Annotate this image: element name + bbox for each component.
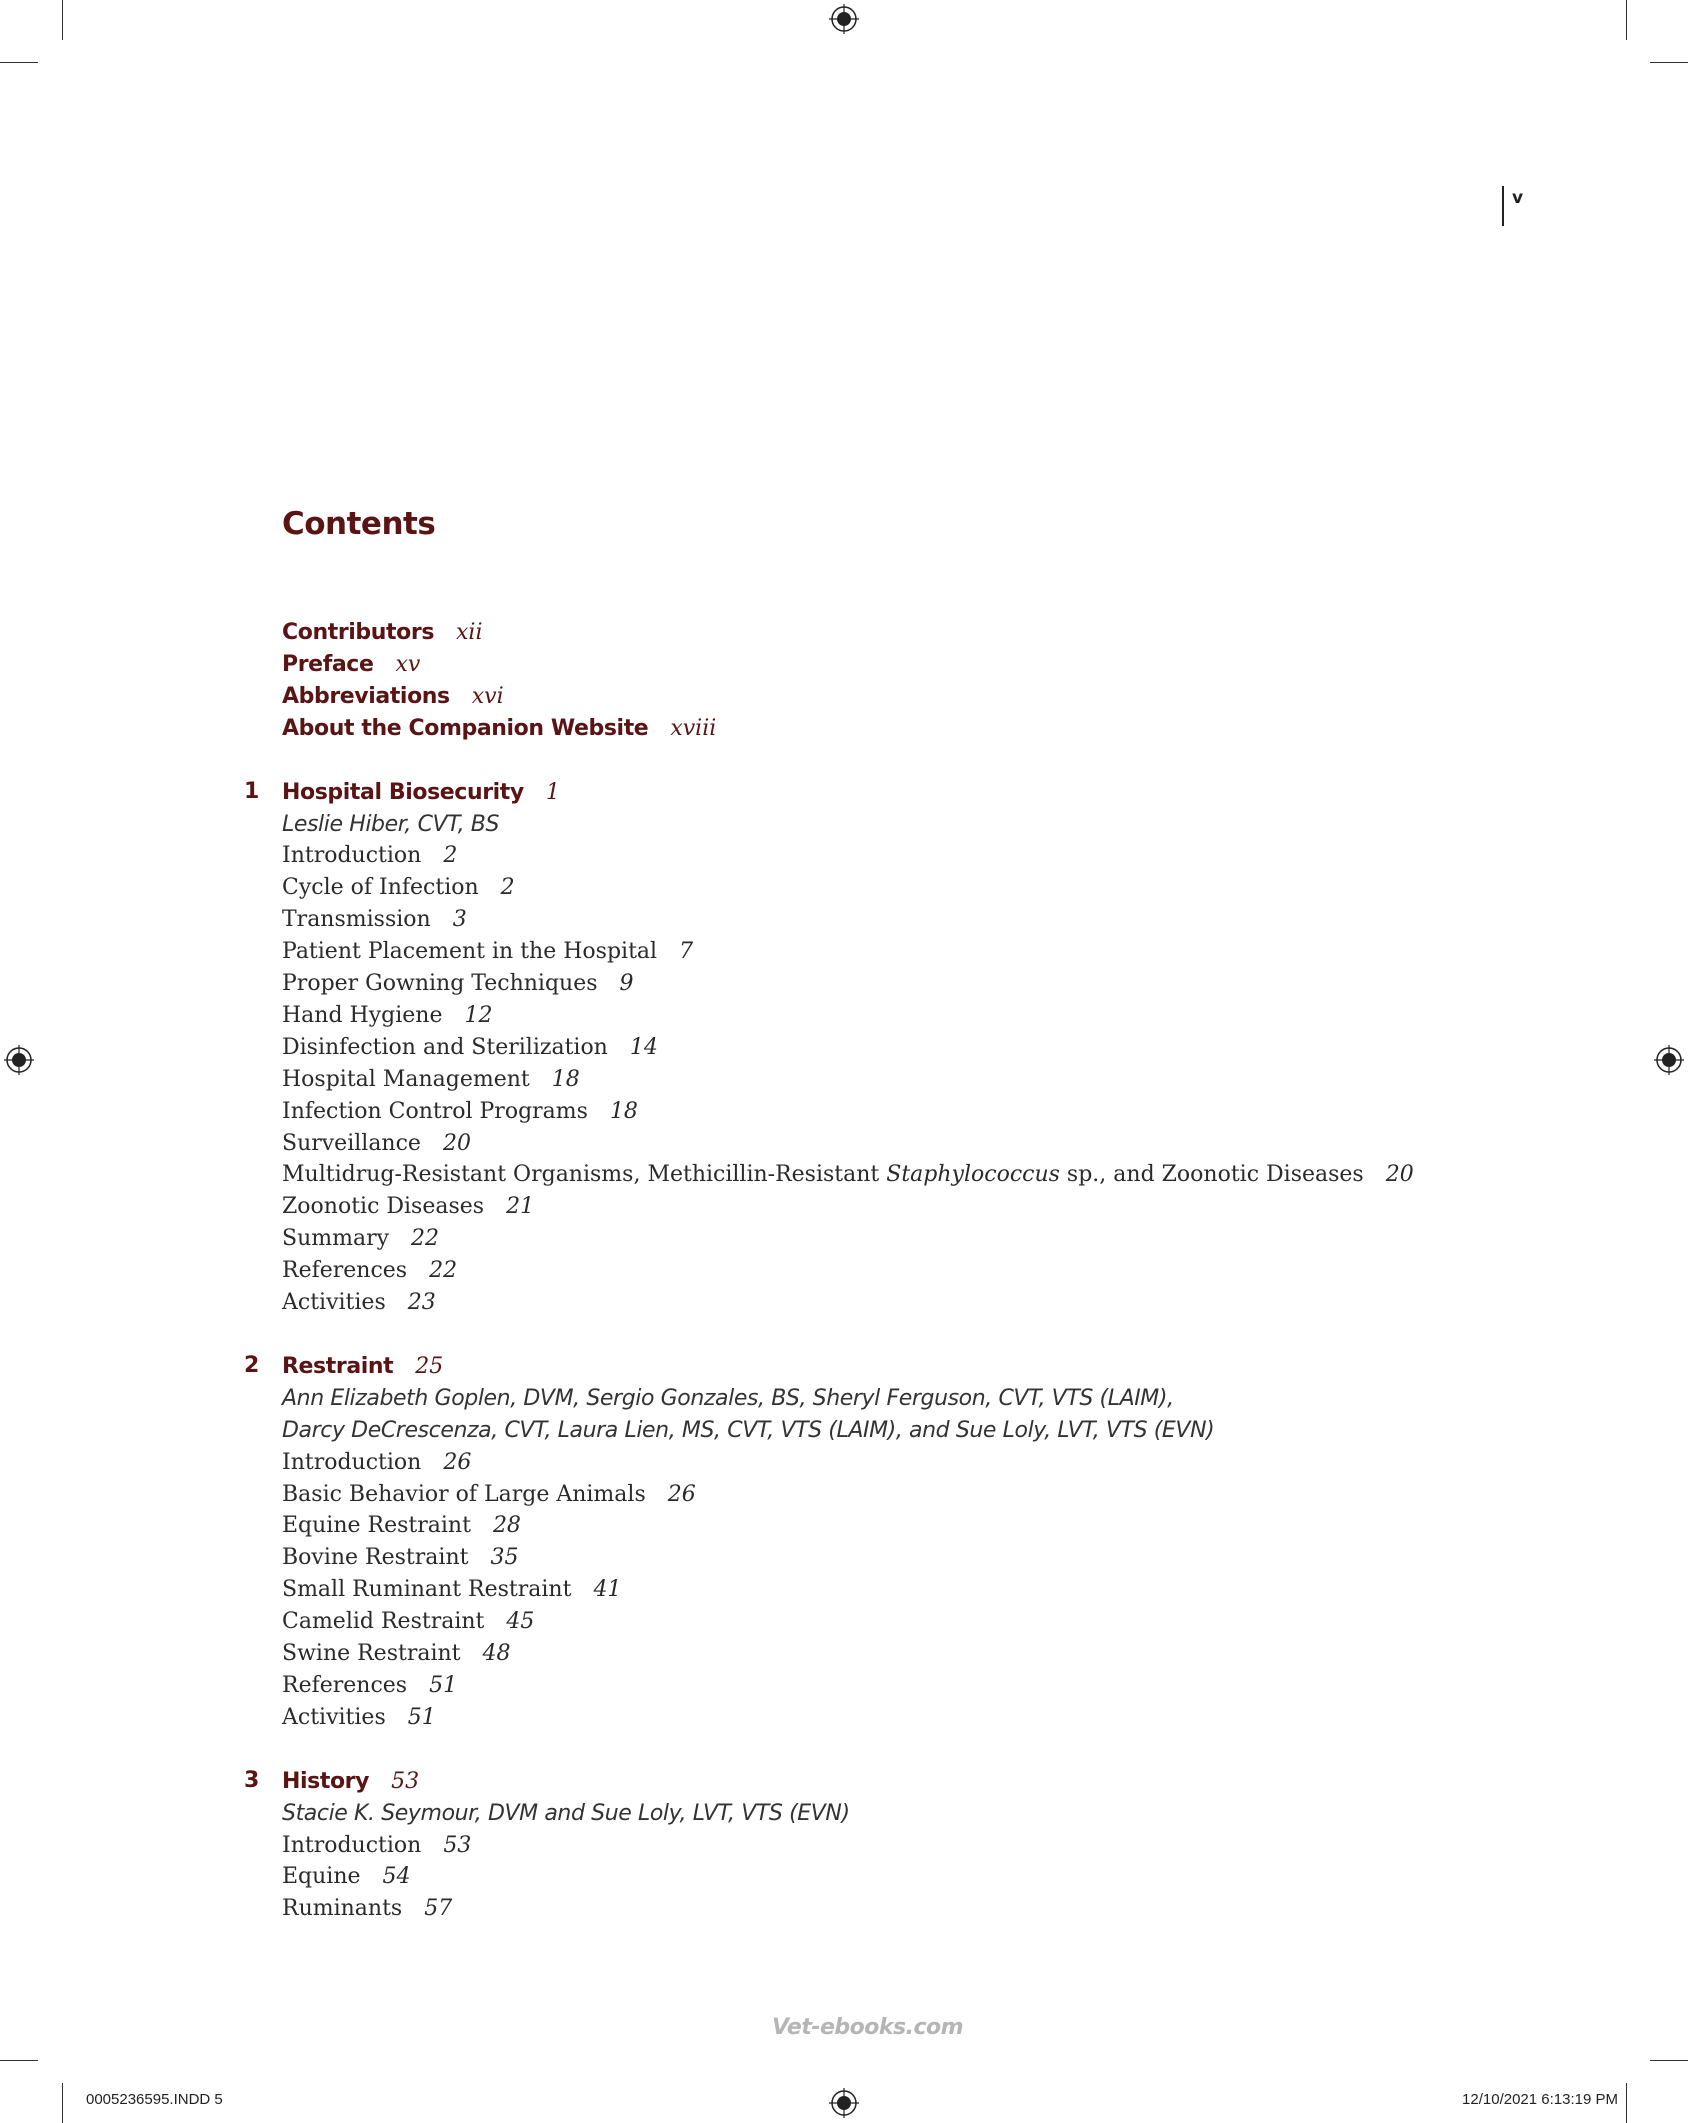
page-number: v (1512, 188, 1524, 208)
chapter-authors (282, 1382, 1174, 1415)
page-ref: 51 (407, 1704, 436, 1730)
crop-mark (1650, 62, 1688, 63)
toc-entry[interactable] (282, 1031, 658, 1064)
toc-entry-label: Disinfection and Sterilization (282, 1034, 608, 1060)
page-ref: 23 (407, 1290, 436, 1315)
front-matter-item[interactable] (282, 712, 716, 745)
toc-entry-label: Camelid Restraint (282, 1609, 485, 1635)
toc-entry[interactable] (282, 1190, 534, 1223)
toc-entry[interactable] (282, 1605, 534, 1638)
page-ref: 14 (629, 1034, 658, 1060)
toc-entry[interactable] (282, 1446, 471, 1479)
front-matter-label: Abbreviations (282, 683, 450, 709)
toc-entry-label: Summary (282, 1226, 390, 1252)
page-ref: 18 (609, 1098, 638, 1124)
toc-entry[interactable] (282, 1892, 452, 1925)
page-ref: 26 (443, 1449, 472, 1475)
page-ref: 7 (679, 939, 694, 965)
page-ref: xviii (670, 715, 717, 741)
toc-entry[interactable] (282, 903, 467, 936)
toc-entry-label: References (282, 1672, 408, 1698)
page-ref: xv (395, 651, 421, 677)
toc-entry-label: Hand Hygiene (282, 1002, 443, 1028)
page-ref: 48 (482, 1641, 511, 1666)
front-matter-label: Preface (282, 651, 374, 677)
chapter-title: Restraint (282, 1353, 394, 1379)
label-part: Multidrug-Resistant Organisms, Methicillin-Resistant (282, 1162, 887, 1188)
toc-entry-label: Transmission (282, 907, 431, 933)
crop-mark (0, 2060, 38, 2061)
author-text: Darcy DeCrescenza, CVT, Laura Lien, MS, CVT, VTS (LAIM), and Sue Loly, LVT, VTS (EVN) (282, 1417, 1215, 1443)
toc-entry-label: Introduction (282, 1832, 422, 1858)
toc-entry-label: Infection Control Programs (282, 1098, 588, 1124)
toc-entry[interactable] (282, 1637, 511, 1670)
toc-entry[interactable] (282, 1095, 638, 1128)
toc-entry-label: Introduction (282, 1449, 422, 1475)
page-ref: 2 (500, 875, 515, 901)
toc-entry[interactable] (282, 1254, 457, 1287)
toc-entry-label: Surveillance (282, 1130, 421, 1156)
toc-entry[interactable] (282, 1478, 696, 1511)
chapter-heading[interactable] (244, 776, 560, 809)
toc-entry-label (282, 1162, 1364, 1187)
page-ref: 41 (593, 1577, 622, 1603)
crop-mark (62, 2083, 63, 2123)
page-ref: 20 (442, 1130, 471, 1156)
page-ref: 35 (490, 1545, 519, 1571)
toc-entry[interactable] (282, 1286, 436, 1319)
crop-mark (0, 62, 38, 63)
chapter-authors (282, 1414, 1214, 1447)
toc-entry-label: Equine Restraint (282, 1513, 471, 1539)
page-ref: 51 (429, 1672, 458, 1698)
page-ref: 25 (415, 1353, 444, 1379)
toc-entry[interactable] (282, 1158, 1414, 1191)
toc-entry-label: Cycle of Infection (282, 875, 479, 901)
page-ref: 22 (411, 1226, 440, 1252)
toc-entry-label: Equine (282, 1864, 361, 1890)
toc-entry-label: Activities (282, 1290, 386, 1315)
toc-entry-label: References (282, 1258, 408, 1284)
page-ref: 20 (1385, 1162, 1414, 1188)
toc-entry-label: Hospital Management (282, 1066, 530, 1092)
crop-mark (1650, 2060, 1688, 2061)
toc-entry[interactable] (282, 1127, 471, 1160)
toc-entry[interactable] (282, 1541, 518, 1574)
page-ref: 2 (443, 843, 458, 869)
label-part-italic: Staphylococcus (886, 1162, 1060, 1188)
front-matter-item[interactable] (282, 616, 483, 649)
toc-entry-label: Small Ruminant Restraint (282, 1577, 572, 1603)
page-ref: 9 (619, 971, 634, 996)
toc-entry[interactable] (282, 967, 634, 1000)
toc-entry[interactable] (282, 1860, 411, 1893)
front-matter-label: Contributors (282, 620, 435, 645)
front-matter-item[interactable] (282, 648, 420, 681)
toc-entry-label: Patient Placement in the Hospital (282, 939, 658, 965)
toc-entry-label: Zoonotic Diseases (282, 1194, 485, 1220)
toc-entry[interactable] (282, 935, 693, 968)
toc-entry-label: Introduction (282, 843, 422, 869)
toc-entry[interactable] (282, 839, 457, 872)
chapter-authors (282, 1797, 850, 1830)
toc-entry-label: Swine Restraint (282, 1641, 461, 1666)
page-ref: xvi (471, 683, 504, 709)
author-text: Stacie K. Seymour, DVM and Sue Loly, LVT, VTS (EVN) (282, 1800, 850, 1826)
toc-entry-label: Ruminants (282, 1896, 403, 1922)
crop-mark (62, 0, 63, 40)
registration-mark-icon (1654, 1045, 1684, 1075)
toc-entry-label: Bovine Restraint (282, 1545, 469, 1571)
page-title: Contents (282, 506, 436, 542)
page-ref: 22 (429, 1258, 458, 1284)
chapter-authors (282, 808, 499, 841)
toc-entry[interactable] (282, 1573, 621, 1606)
front-matter-item[interactable] (282, 680, 504, 713)
toc-entry[interactable] (282, 1222, 439, 1255)
toc-entry-label: Activities (282, 1704, 386, 1730)
page-ref: 26 (667, 1481, 696, 1507)
toc-entry[interactable] (282, 871, 515, 904)
page-ref: 54 (382, 1864, 411, 1890)
toc-entry-label: Proper Gowning Techniques (282, 971, 598, 996)
page-number-rule (1502, 186, 1504, 226)
toc-entry-label: Basic Behavior of Large Animals (282, 1481, 646, 1507)
page-ref: 53 (391, 1768, 420, 1794)
watermark: Vet-ebooks.com (772, 2015, 964, 2040)
crop-mark (1626, 0, 1627, 40)
label-part: sp., and Zoonotic Diseases (1059, 1162, 1364, 1188)
page-ref: 53 (443, 1832, 472, 1858)
toc-entry[interactable] (282, 999, 493, 1032)
front-matter-label: About the Companion Website (282, 715, 649, 741)
page-ref: 28 (492, 1513, 521, 1539)
toc-entry[interactable] (282, 1701, 436, 1734)
page-ref: 3 (452, 907, 467, 933)
chapter-title: Hospital Biosecurity (282, 779, 524, 805)
registration-mark-icon (829, 4, 859, 34)
author-text: Leslie Hiber, CVT, BS (282, 811, 500, 837)
registration-mark-icon (4, 1045, 34, 1075)
chapter-number: 1 (244, 778, 260, 804)
footer-timestamp: 12/10/2021 6:13:19 PM (1462, 2091, 1618, 2108)
chapter-title: History (282, 1768, 370, 1794)
chapter-number: 3 (244, 1767, 260, 1793)
registration-mark-icon (829, 2088, 859, 2118)
toc-entry[interactable] (282, 1509, 521, 1542)
page-ref: 1 (545, 779, 560, 805)
page-ref: 45 (506, 1609, 535, 1635)
page-ref: xii (456, 620, 483, 645)
page-ref: 12 (464, 1002, 493, 1028)
page-ref: 18 (551, 1066, 580, 1092)
page-ref: 21 (506, 1194, 535, 1220)
toc-entry[interactable] (282, 1669, 457, 1702)
chapter-number: 2 (244, 1352, 260, 1378)
crop-mark (1626, 2083, 1627, 2123)
chapter-heading[interactable] (244, 1350, 444, 1383)
toc-entry[interactable] (282, 1829, 471, 1862)
page-ref: 57 (424, 1896, 453, 1922)
author-text: Ann Elizabeth Goplen, DVM, Sergio Gonzales, BS, Sheryl Ferguson, CVT, VTS (LAIM), (282, 1385, 1174, 1411)
toc-entry[interactable] (282, 1063, 580, 1096)
chapter-heading[interactable] (244, 1765, 420, 1798)
footer-file-name: 0005236595.INDD 5 (86, 2091, 223, 2108)
